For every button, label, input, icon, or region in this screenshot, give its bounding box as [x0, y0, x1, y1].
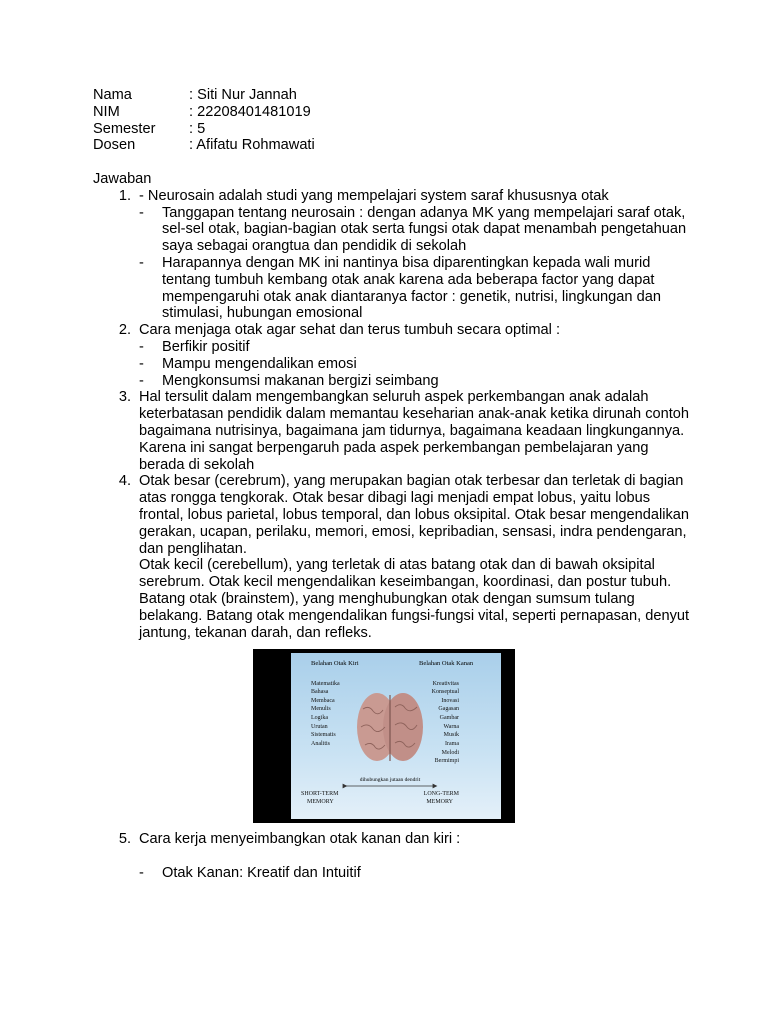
- answer-4-paragraph: Otak kecil (cerebellum), yang terletak di atas batang otak dan di bawah oksipital serebrum. Otak kecil mengendalikan keseimbangan, koordinasi, dan postur tubuh.: [139, 557, 672, 591]
- left-item: Urutan: [311, 724, 328, 731]
- header-row-name: [93, 87, 693, 104]
- header-key: Semester: [93, 120, 156, 137]
- left-item: Sistematis: [311, 732, 336, 739]
- item-number: 3.: [118, 389, 131, 406]
- list-item-text: Harapannya dengan MK ini nantinya bisa diparentingkan kepada wali murid tentang tumbuh kembang otak anak karena ada beberapa factor yang dapat mempengaruhi otak anak diantaranya factor : genetik, nutrisi, lingkungan dan stimulasi, hubungan emosional: [162, 254, 661, 322]
- left-item: Logika: [311, 715, 328, 722]
- list-item-text: Tanggapan tentang neurosain : dengan adanya MK yang mempelajari saraf otak, sel-sel otak, bagian-bagian otak serta fungsi otak dapat menambah pengetahuan saya sebagai orangtua dan pendidik di sekolah: [162, 204, 687, 255]
- item-number: 1.: [118, 187, 131, 204]
- header-key: Dosen: [93, 137, 136, 154]
- list-item-text: Otak Kanan: Kreatif dan Intuitif: [162, 864, 361, 881]
- item-number: 5.: [118, 831, 131, 848]
- long-term-memory-label: LONG-TERM: [423, 791, 459, 798]
- answer-1-text: - Neurosain adalah studi yang mempelajari system saraf khususnya otak: [139, 187, 609, 204]
- answer-5: [93, 831, 693, 881]
- answer-4-paragraph: Otak besar (cerebrum), yang merupakan bagian otak terbesar dan terletak di bagian atas rongga tengkorak. Otak besar dibagi lagi menjadi empat lobus, yaitu lobus frontal, lobus parietal, lobus temporal, dan lobus oksipital. Otak besar mengendalikan gerakan, ucapan, perilaku, memori, emosi, kepribadian, sensasi, indra pendengaran, dan penglihatan.: [139, 473, 690, 557]
- identity-block: [93, 87, 693, 154]
- answer-4-paragraph: Batang otak (brainstem), yang menghubungkan otak dengan sumsum tulang belakang. Batang otak mengendalikan fungsi-fungsi vital, seperti pernapasan, denyut jantung, tekanan darah, dan refleks.: [139, 590, 690, 641]
- list-item: - Mengkonsumsi makanan bergizi seimbang: [139, 373, 693, 390]
- connector-label: dihubungkan jutaan dendrit: [359, 777, 421, 784]
- list-item: - Otak Kanan: Kreatif dan Intuitif: [139, 865, 693, 882]
- left-item: Bahasa: [311, 689, 329, 696]
- brain-illustration: [357, 693, 423, 761]
- short-term-memory-label: SHORT-TERM: [301, 791, 339, 798]
- header-row-nim: [93, 104, 693, 121]
- answer-heading: Jawaban: [93, 170, 152, 187]
- header-row-dosen: [93, 137, 693, 154]
- item-number: 4.: [118, 473, 131, 490]
- answer-3: [93, 389, 693, 473]
- header-value: : Afifatu Rohmawati: [189, 137, 315, 154]
- brain-hemisphere-figure: [253, 649, 515, 823]
- right-item: Inovasi: [441, 698, 459, 705]
- right-item: Gagasan: [438, 706, 459, 713]
- list-item: - Berfikir positif: [139, 339, 693, 356]
- list-item: - Mampu mengendalikan emosi: [139, 356, 693, 373]
- right-item: Kreativitas: [432, 681, 459, 688]
- left-item: Analitis: [311, 741, 330, 748]
- header-value: : 5: [189, 120, 206, 137]
- header-value: : Siti Nur Jannah: [189, 87, 297, 103]
- header-key: Nama: [93, 87, 132, 103]
- answer-3-paragraph: Hal tersulit dalam mengembangkan seluruh aspek perkembangan anak adalah keterbatasan pendidik dalam memantau keseharian anak-anak ketika dirunah contoh bagaimana nutrisinya, bagaimana jam tidurnya, bagaimana keadaan lingkungannya.: [139, 389, 690, 439]
- right-item: Gambar: [439, 715, 459, 722]
- right-item: Bermimpi: [434, 758, 459, 765]
- left-item: Menulis: [311, 706, 331, 713]
- left-item: Membaca: [311, 698, 335, 705]
- right-item: Warna: [443, 724, 459, 731]
- list-item-text: Mengkonsumsi makanan bergizi seimbang: [162, 372, 439, 389]
- list-item: - Tanggapan tentang neurosain : dengan adanya MK yang mempelajari saraf otak, sel-sel otak, bagian-bagian otak serta fungsi otak dapat menambah pengetahuan saya sebagai orangtua dan pendidik di sekolah: [139, 205, 693, 255]
- short-term-memory-label: MEMORY: [307, 799, 334, 806]
- left-item: Matematika: [311, 681, 340, 688]
- header-value: : 22208401481019: [189, 103, 311, 120]
- document-page: [93, 87, 693, 882]
- item-number: 2.: [118, 322, 131, 339]
- right-item: Konseptual: [431, 689, 459, 696]
- answer-5-text: Cara kerja menyeimbangkan otak kanan dan kiri :: [139, 831, 461, 848]
- answer-4: [93, 473, 693, 641]
- header-row-semester: [93, 121, 693, 138]
- right-hemisphere-title: Belahan Otak Kanan: [419, 660, 474, 668]
- left-hemisphere-title: Belahan Otak Kiri: [311, 660, 359, 668]
- answer-2: [93, 322, 693, 389]
- right-item: Melodi: [441, 750, 459, 757]
- list-item: - Harapannya dengan MK ini nantinya bisa diparentingkan kepada wali murid tentang tumbuh kembang otak anak karena ada beberapa factor yang dapat mempengaruhi otak anak diantaranya factor : genetik, nutrisi, lingkungan dan stimulasi, hubungan emosional: [139, 255, 693, 322]
- header-key: NIM: [93, 103, 120, 120]
- long-term-memory-label: MEMORY: [426, 799, 453, 806]
- list-item-text: Berfikir positif: [162, 338, 250, 355]
- list-item-text: Mampu mengendalikan emosi: [162, 355, 357, 372]
- right-item: Irama: [445, 741, 459, 748]
- answer-3-paragraph: Karena ini sangat berpengaruh pada aspek perkembangan pembelajaran yang berada di sekolah: [139, 439, 649, 473]
- answer-2-text: Cara menjaga otak agar sehat dan terus tumbuh secara optimal :: [139, 322, 561, 339]
- right-item: Musik: [443, 732, 459, 739]
- answer-1: [93, 188, 693, 322]
- figure-container: [93, 641, 693, 831]
